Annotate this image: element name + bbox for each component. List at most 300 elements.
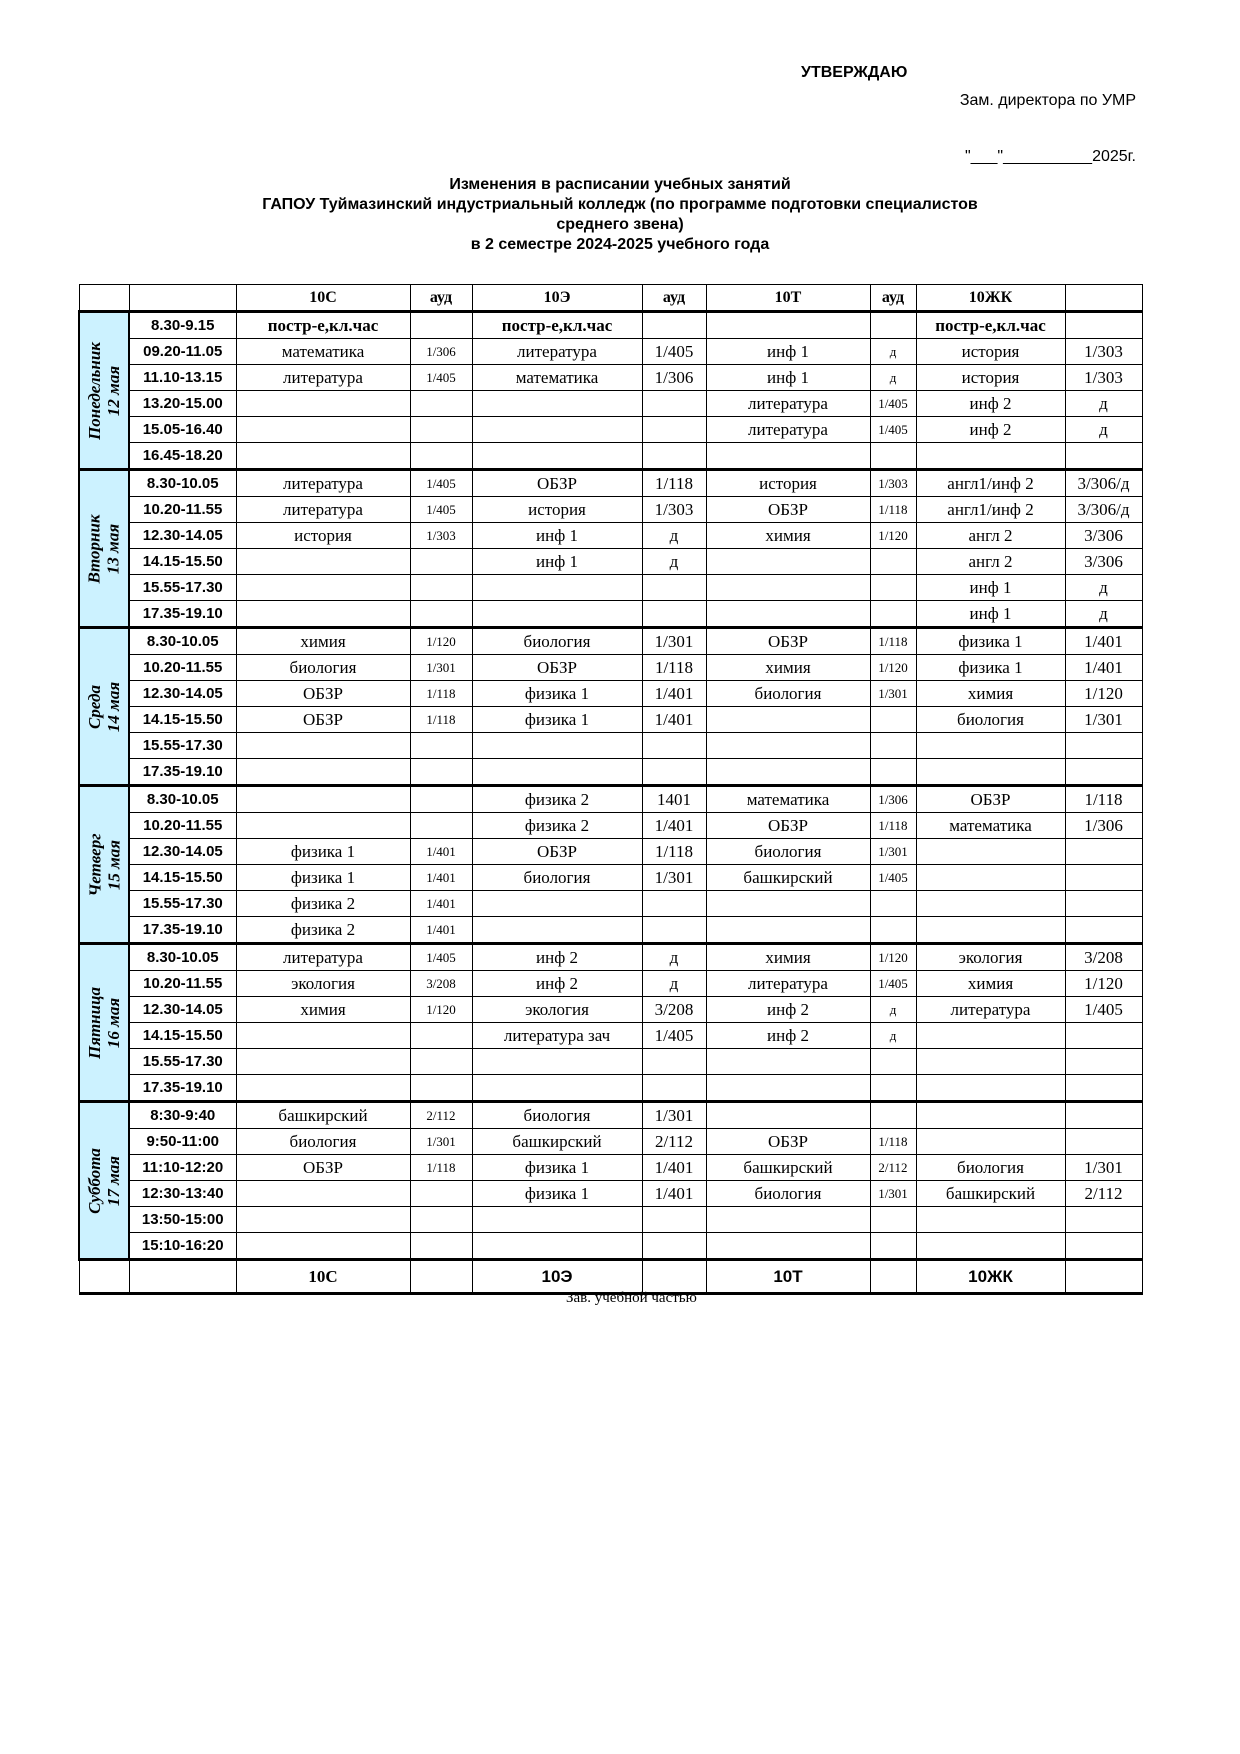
header-cell-subject-10e: 10Э: [472, 285, 642, 312]
table-row: [79, 1075, 1142, 1102]
subject-10e-cell: [472, 443, 642, 470]
subject-10zhk-cell: физика 1: [916, 655, 1065, 681]
time-cell: 17.35-19.10: [129, 917, 236, 944]
subject-10s-cell: [236, 786, 410, 813]
room-10t-cell: 1/405: [870, 391, 916, 417]
room-10e-cell: [642, 417, 706, 443]
room-10s-cell: 1/401: [410, 839, 472, 865]
room-10zhk-cell: 1/303: [1065, 339, 1142, 365]
room-10t-cell: 1/405: [870, 971, 916, 997]
subject-10t-cell: инф 1: [706, 365, 870, 391]
time-cell: 8.30-10.05: [129, 628, 236, 655]
subject-10e-cell: [472, 733, 642, 759]
room-10s-cell: [410, 1023, 472, 1049]
day-name: Пятница: [85, 986, 104, 1059]
signature-line: Зав. учебной частью: [566, 1290, 697, 1306]
day-label-cell: [79, 944, 129, 1102]
table-row: [79, 523, 1142, 549]
subject-10t-cell: биология: [706, 839, 870, 865]
subject-10e-cell: физика 1: [472, 1155, 642, 1181]
table-row: [79, 1207, 1142, 1233]
subject-10zhk-cell: литература: [916, 997, 1065, 1023]
room-10zhk-cell: [1065, 1207, 1142, 1233]
room-10zhk-cell: 3/306/д: [1065, 497, 1142, 523]
subject-10t-cell: биология: [706, 681, 870, 707]
room-10s-cell: 1/306: [410, 339, 472, 365]
room-10s-cell: [410, 733, 472, 759]
room-10s-cell: 1/405: [410, 470, 472, 497]
room-10t-cell: 1/118: [870, 628, 916, 655]
time-cell: 14.15-15.50: [129, 549, 236, 575]
subject-10t-cell: [706, 443, 870, 470]
subject-10zhk-cell: [916, 1102, 1065, 1129]
time-cell: 8.30-10.05: [129, 470, 236, 497]
subject-10s-cell: литература: [236, 365, 410, 391]
room-10zhk-cell: 1/306: [1065, 813, 1142, 839]
subject-10e-cell: физика 1: [472, 707, 642, 733]
room-10e-cell: [642, 1075, 706, 1102]
subject-10e-cell: литература: [472, 339, 642, 365]
time-cell: 15.55-17.30: [129, 733, 236, 759]
table-row: [79, 839, 1142, 865]
room-10t-cell: [870, 1049, 916, 1075]
subject-10zhk-cell: химия: [916, 971, 1065, 997]
room-10s-cell: 1/405: [410, 944, 472, 971]
subject-10zhk-cell: [916, 891, 1065, 917]
room-10e-cell: [642, 601, 706, 628]
table-row: [79, 628, 1142, 655]
subject-10zhk-cell: англ1/инф 2: [916, 497, 1065, 523]
room-10e-cell: 1/401: [642, 1155, 706, 1181]
room-10t-cell: д: [870, 997, 916, 1023]
subject-10s-cell: [236, 549, 410, 575]
room-10s-cell: 1/301: [410, 1129, 472, 1155]
subject-10s-cell: экология: [236, 971, 410, 997]
room-10t-cell: [870, 601, 916, 628]
time-cell: 12:30-13:40: [129, 1181, 236, 1207]
day-label-cell: [79, 628, 129, 786]
header-cell-subject-10s: 10С: [236, 285, 410, 312]
day-name: Среда: [85, 684, 104, 729]
table-row: [79, 759, 1142, 786]
room-10e-cell: [642, 891, 706, 917]
room-10e-cell: д: [642, 523, 706, 549]
subject-10e-cell: биология: [472, 628, 642, 655]
room-10s-cell: 1/401: [410, 917, 472, 944]
room-10zhk-cell: 1/303: [1065, 365, 1142, 391]
subject-10e-cell: ОБЗР: [472, 839, 642, 865]
time-cell: 10.20-11.55: [129, 813, 236, 839]
table-row: [79, 1102, 1142, 1129]
day-label-cell: [79, 470, 129, 628]
time-cell: 14.15-15.50: [129, 707, 236, 733]
room-10t-cell: 1/306: [870, 786, 916, 813]
subject-10s-cell: ОБЗР: [236, 681, 410, 707]
subject-10zhk-cell: биология: [916, 1155, 1065, 1181]
table-row: [79, 1233, 1142, 1260]
subject-10t-cell: ОБЗР: [706, 628, 870, 655]
room-10zhk-cell: [1065, 917, 1142, 944]
room-10s-cell: [410, 575, 472, 601]
header-cell-day: [79, 285, 129, 312]
day-name: Суббота: [85, 1147, 105, 1214]
subject-10zhk-cell: инф 2: [916, 391, 1065, 417]
table-row: [79, 971, 1142, 997]
time-cell: 15.55-17.30: [129, 575, 236, 601]
room-10t-cell: [870, 1207, 916, 1233]
time-cell: 09.20-11.05: [129, 339, 236, 365]
subject-10zhk-cell: [916, 839, 1065, 865]
day-date: 16 мая: [104, 997, 123, 1048]
day-label-cell: [79, 786, 129, 944]
time-cell: 14.15-15.50: [129, 865, 236, 891]
time-cell: 11.10-13.15: [129, 365, 236, 391]
header-cell-subject-10t: 10Т: [706, 285, 870, 312]
subject-10zhk-cell: англ 2: [916, 549, 1065, 575]
subject-10t-cell: литература: [706, 417, 870, 443]
subject-10t-cell: [706, 549, 870, 575]
subject-10e-cell: литература зач: [472, 1023, 642, 1049]
time-cell: 15.55-17.30: [129, 1049, 236, 1075]
subject-10e-cell: биология: [472, 865, 642, 891]
room-10s-cell: [410, 417, 472, 443]
time-cell: 8.30-10.05: [129, 786, 236, 813]
table-row: [79, 1129, 1142, 1155]
subject-10t-cell: [706, 601, 870, 628]
room-10s-cell: [410, 549, 472, 575]
subject-10t-cell: ОБЗР: [706, 1129, 870, 1155]
table-row: [79, 997, 1142, 1023]
room-10zhk-cell: [1065, 865, 1142, 891]
time-cell: 8.30-10.05: [129, 944, 236, 971]
subject-10t-cell: химия: [706, 523, 870, 549]
table-header-row: [79, 285, 1142, 312]
subject-10s-cell: [236, 575, 410, 601]
subject-10zhk-cell: [916, 865, 1065, 891]
title-line-3: среднего звена): [556, 216, 684, 233]
room-10t-cell: [870, 1233, 916, 1260]
time-cell: 15:10-16:20: [129, 1233, 236, 1260]
room-10t-cell: 1/118: [870, 813, 916, 839]
header-cell-room-10t: ауд: [870, 285, 916, 312]
time-cell: 17.35-19.10: [129, 759, 236, 786]
room-10zhk-cell: [1065, 1023, 1142, 1049]
subject-10t-cell: [706, 1049, 870, 1075]
subject-10s-cell: [236, 1233, 410, 1260]
table-row: [79, 733, 1142, 759]
room-10t-cell: 1/118: [870, 1129, 916, 1155]
subject-10zhk-cell: математика: [916, 813, 1065, 839]
subject-10s-cell: [236, 1181, 410, 1207]
subject-10s-cell: [236, 417, 410, 443]
subject-10e-cell: [472, 391, 642, 417]
subject-10e-cell: инф 1: [472, 549, 642, 575]
room-10s-cell: [410, 1207, 472, 1233]
room-10s-cell: [410, 1233, 472, 1260]
room-10zhk-cell: 3/306/д: [1065, 470, 1142, 497]
table-row: [79, 575, 1142, 601]
room-10e-cell: [642, 733, 706, 759]
room-10s-cell: 1/120: [410, 997, 472, 1023]
room-10s-cell: 1/118: [410, 1155, 472, 1181]
subject-10s-cell: ОБЗР: [236, 1155, 410, 1181]
footer-cell-room-10zhk: [1065, 1260, 1142, 1294]
subject-10s-cell: постр-е,кл.час: [236, 312, 410, 339]
subject-10zhk-cell: ОБЗР: [916, 786, 1065, 813]
room-10s-cell: [410, 786, 472, 813]
room-10zhk-cell: 1/120: [1065, 681, 1142, 707]
room-10zhk-cell: [1065, 443, 1142, 470]
subject-10zhk-cell: [916, 1049, 1065, 1075]
room-10t-cell: [870, 1102, 916, 1129]
subject-10s-cell: литература: [236, 470, 410, 497]
room-10t-cell: 1/120: [870, 523, 916, 549]
approve-date: "___"__________2025г.: [965, 148, 1136, 165]
subject-10zhk-cell: постр-е,кл.час: [916, 312, 1065, 339]
table-row: [79, 549, 1142, 575]
room-10s-cell: [410, 759, 472, 786]
room-10t-cell: 1/301: [870, 839, 916, 865]
table-row: [79, 891, 1142, 917]
room-10e-cell: 1/301: [642, 1102, 706, 1129]
subject-10e-cell: [472, 1207, 642, 1233]
room-10zhk-cell: 1/301: [1065, 707, 1142, 733]
subject-10t-cell: [706, 1102, 870, 1129]
title-line-4: в 2 семестре 2024-2025 учебного года: [470, 236, 770, 253]
time-cell: 12.30-14.05: [129, 997, 236, 1023]
subject-10e-cell: история: [472, 497, 642, 523]
room-10e-cell: 1/401: [642, 1181, 706, 1207]
time-cell: 12.30-14.05: [129, 681, 236, 707]
room-10zhk-cell: [1065, 1233, 1142, 1260]
subject-10s-cell: биология: [236, 1129, 410, 1155]
room-10zhk-cell: [1065, 1075, 1142, 1102]
room-10e-cell: д: [642, 549, 706, 575]
room-10s-cell: 1/120: [410, 628, 472, 655]
subject-10zhk-cell: [916, 1233, 1065, 1260]
footer-cell-subject-10t: 10Т: [706, 1260, 870, 1294]
subject-10e-cell: [472, 575, 642, 601]
subject-10s-cell: математика: [236, 339, 410, 365]
subject-10e-cell: ОБЗР: [472, 655, 642, 681]
subject-10s-cell: [236, 601, 410, 628]
subject-10zhk-cell: [916, 443, 1065, 470]
subject-10s-cell: [236, 813, 410, 839]
room-10e-cell: [642, 391, 706, 417]
subject-10t-cell: инф 1: [706, 339, 870, 365]
header-cell-room-10zhk: [1065, 285, 1142, 312]
time-cell: 10.20-11.55: [129, 971, 236, 997]
subject-10t-cell: [706, 312, 870, 339]
schedule-table: [78, 284, 1143, 1295]
approve-title: УТВЕРЖДАЮ: [801, 64, 908, 81]
table-row: [79, 443, 1142, 470]
subject-10t-cell: [706, 759, 870, 786]
day-name: Четверг: [85, 833, 105, 896]
table-row: [79, 417, 1142, 443]
day-name: Вторник: [85, 513, 104, 584]
footer-cell-room-10t: [870, 1260, 916, 1294]
room-10t-cell: д: [870, 339, 916, 365]
room-10e-cell: 1/405: [642, 1023, 706, 1049]
footer-cell-subject-10s: 10С: [236, 1260, 410, 1294]
day-date: 17 мая: [104, 1155, 124, 1206]
subject-10s-cell: литература: [236, 944, 410, 971]
footer-cell-subject-10e: 10Э: [472, 1260, 642, 1294]
subject-10s-cell: литература: [236, 497, 410, 523]
subject-10e-cell: [472, 891, 642, 917]
time-cell: 10.20-11.55: [129, 497, 236, 523]
subject-10zhk-cell: физика 1: [916, 628, 1065, 655]
time-cell: 13:50-15:00: [129, 1207, 236, 1233]
room-10zhk-cell: д: [1065, 575, 1142, 601]
time-cell: 12.30-14.05: [129, 839, 236, 865]
day-label-cell: [79, 1102, 129, 1260]
room-10e-cell: 1/301: [642, 628, 706, 655]
subject-10s-cell: [236, 443, 410, 470]
room-10t-cell: [870, 443, 916, 470]
subject-10t-cell: ОБЗР: [706, 813, 870, 839]
room-10t-cell: [870, 759, 916, 786]
schedule-body: [79, 285, 1142, 1294]
time-cell: 14.15-15.50: [129, 1023, 236, 1049]
day-label-cell: [79, 312, 129, 470]
footer-cell-room-10e: [642, 1260, 706, 1294]
room-10t-cell: 1/118: [870, 497, 916, 523]
time-cell: 8:30-9:40: [129, 1102, 236, 1129]
subject-10zhk-cell: химия: [916, 681, 1065, 707]
subject-10e-cell: математика: [472, 365, 642, 391]
day-name: Понедельник: [85, 341, 104, 440]
day-date: 14 мая: [104, 681, 123, 732]
time-cell: 17.35-19.10: [129, 601, 236, 628]
subject-10e-cell: инф 1: [472, 523, 642, 549]
room-10e-cell: д: [642, 944, 706, 971]
header-cell-room-10e: ауд: [642, 285, 706, 312]
subject-10t-cell: башкирский: [706, 865, 870, 891]
subject-10t-cell: химия: [706, 944, 870, 971]
subject-10zhk-cell: история: [916, 365, 1065, 391]
room-10e-cell: 1/118: [642, 470, 706, 497]
room-10e-cell: 3/208: [642, 997, 706, 1023]
room-10t-cell: [870, 707, 916, 733]
subject-10zhk-cell: инф 1: [916, 601, 1065, 628]
room-10e-cell: 1/401: [642, 681, 706, 707]
room-10t-cell: 1/405: [870, 417, 916, 443]
subject-10s-cell: [236, 733, 410, 759]
subject-10e-cell: [472, 1233, 642, 1260]
footer-cell-room-10s: [410, 1260, 472, 1294]
room-10zhk-cell: 1/405: [1065, 997, 1142, 1023]
subject-10s-cell: физика 2: [236, 917, 410, 944]
room-10t-cell: 1/120: [870, 655, 916, 681]
room-10e-cell: 1/303: [642, 497, 706, 523]
subject-10s-cell: биология: [236, 655, 410, 681]
table-row: [79, 601, 1142, 628]
subject-10t-cell: [706, 917, 870, 944]
room-10e-cell: [642, 575, 706, 601]
room-10s-cell: 2/112: [410, 1102, 472, 1129]
room-10s-cell: 1/303: [410, 523, 472, 549]
subject-10zhk-cell: [916, 759, 1065, 786]
subject-10zhk-cell: биология: [916, 707, 1065, 733]
subject-10t-cell: [706, 707, 870, 733]
room-10t-cell: [870, 1075, 916, 1102]
subject-10zhk-cell: [916, 1023, 1065, 1049]
day-date: 13 мая: [104, 523, 123, 574]
room-10t-cell: 1/120: [870, 944, 916, 971]
table-row: [79, 944, 1142, 971]
subject-10e-cell: башкирский: [472, 1129, 642, 1155]
time-cell: 17.35-19.10: [129, 1075, 236, 1102]
room-10s-cell: 1/301: [410, 655, 472, 681]
time-cell: 9:50-11:00: [129, 1129, 236, 1155]
room-10e-cell: 1/401: [642, 813, 706, 839]
subject-10s-cell: физика 1: [236, 865, 410, 891]
subject-10s-cell: физика 1: [236, 839, 410, 865]
room-10zhk-cell: д: [1065, 417, 1142, 443]
room-10s-cell: 1/401: [410, 891, 472, 917]
room-10e-cell: [642, 759, 706, 786]
room-10s-cell: 1/405: [410, 497, 472, 523]
room-10t-cell: [870, 733, 916, 759]
subject-10t-cell: [706, 733, 870, 759]
room-10zhk-cell: 3/306: [1065, 523, 1142, 549]
room-10s-cell: 1/118: [410, 707, 472, 733]
time-cell: 15.55-17.30: [129, 891, 236, 917]
subject-10t-cell: башкирский: [706, 1155, 870, 1181]
subject-10t-cell: ОБЗР: [706, 497, 870, 523]
header-cell-room-10s: ауд: [410, 285, 472, 312]
subject-10s-cell: башкирский: [236, 1102, 410, 1129]
room-10e-cell: 1/306: [642, 365, 706, 391]
room-10e-cell: [642, 1233, 706, 1260]
room-10e-cell: [642, 917, 706, 944]
subject-10s-cell: [236, 1049, 410, 1075]
table-row: [79, 865, 1142, 891]
subject-10zhk-cell: [916, 1075, 1065, 1102]
room-10zhk-cell: 1/401: [1065, 628, 1142, 655]
room-10zhk-cell: 3/306: [1065, 549, 1142, 575]
subject-10e-cell: инф 2: [472, 971, 642, 997]
table-row: [79, 497, 1142, 523]
subject-10t-cell: [706, 1207, 870, 1233]
room-10t-cell: [870, 549, 916, 575]
room-10zhk-cell: [1065, 891, 1142, 917]
room-10s-cell: 1/405: [410, 365, 472, 391]
table-row: [79, 681, 1142, 707]
room-10t-cell: [870, 312, 916, 339]
subject-10zhk-cell: башкирский: [916, 1181, 1065, 1207]
room-10e-cell: д: [642, 971, 706, 997]
subject-10t-cell: литература: [706, 391, 870, 417]
room-10zhk-cell: 2/112: [1065, 1181, 1142, 1207]
subject-10e-cell: ОБЗР: [472, 470, 642, 497]
subject-10e-cell: постр-е,кл.час: [472, 312, 642, 339]
time-cell: 8.30-9.15: [129, 312, 236, 339]
room-10t-cell: д: [870, 365, 916, 391]
subject-10zhk-cell: инф 1: [916, 575, 1065, 601]
header-cell-subject-10zhk: 10ЖК: [916, 285, 1065, 312]
room-10zhk-cell: [1065, 759, 1142, 786]
room-10s-cell: [410, 1049, 472, 1075]
subject-10s-cell: [236, 1075, 410, 1102]
subject-10zhk-cell: [916, 1207, 1065, 1233]
table-row: [79, 917, 1142, 944]
subject-10zhk-cell: [916, 733, 1065, 759]
room-10t-cell: д: [870, 1023, 916, 1049]
room-10zhk-cell: д: [1065, 601, 1142, 628]
